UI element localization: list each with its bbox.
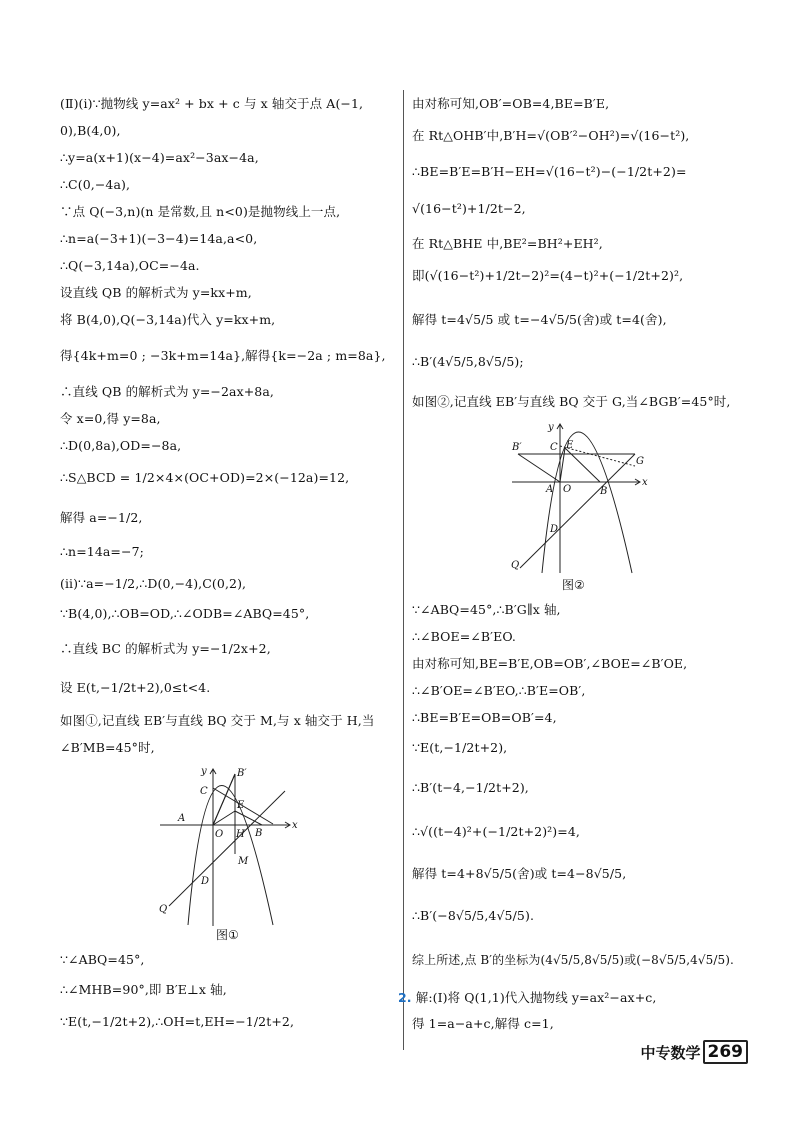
right-line-2: 在 Rt△OHB′中,B′H=√(OB′²−OH²)=√(16−t²), [412, 128, 690, 143]
fig1-label-x: x [292, 820, 298, 831]
book-title: 中专数学 [640, 1043, 701, 1062]
left-line-19: ∴直线 BC 的解析式为 y=−1/2x+2, [60, 641, 271, 656]
right-line-14: ∴BE=B′E=OB=OB′=4, [412, 710, 557, 725]
fig2-label-q: Q [511, 560, 520, 571]
fig2-label-b: B [600, 486, 608, 497]
right-line-8: ∴B′(4√5/5,8√5/5); [412, 354, 524, 369]
right-line-6: 即(√(16−t²)+1/2t−2)²=(4−t)²+(−1/2t+2)², [412, 268, 684, 283]
left-line-17: (ⅱ)∵a=−1/2,∴D(0,−4),C(0,2), [60, 576, 247, 591]
fig1-label-b-prime: B′ [237, 768, 247, 779]
left-line-2: 0),B(4,0), [60, 123, 121, 138]
left-line-5: ∵点 Q(−3,n)(n 是常数,且 n<0)是抛物线上一点, [60, 204, 341, 219]
figure-1 [155, 766, 305, 931]
right-line-12: 由对称可知,BE=B′E,OB=OB′,∠BOE=∠B′OE, [412, 656, 688, 671]
fig1-label-e: E [237, 800, 245, 811]
column-divider [403, 90, 404, 1050]
right-line-21: 解:(Ⅰ)将 Q(1,1)代入抛物线 y=ax²−ax+c, [415, 990, 657, 1005]
right-line-20: 综上所述,点 B′的坐标为(4√5/5,8√5/5)或(−8√5/5,4√5/5). [412, 953, 734, 967]
left-line-8: 设直线 QB 的解析式为 y=kx+m, [60, 285, 252, 300]
left-line-24: ∴∠MHB=90°,即 B′E⊥x 轴, [60, 982, 227, 997]
page-footer [640, 1040, 748, 1064]
fig2-line-b-prime-o [518, 454, 560, 482]
fig1-label-c: C [200, 786, 208, 797]
right-line-5: 在 Rt△BHE 中,BE²=BH²+EH², [412, 236, 603, 251]
right-line-19: ∴B′(−8√5/5,4√5/5). [412, 908, 535, 923]
right-line-21-wrap [398, 990, 656, 1006]
left-line-3: ∴y=a(x+1)(x−4)=ax²−3ax−4a, [60, 150, 259, 165]
left-line-14: ∴S△BCD = 1/2×4×(OC+OD)=2×(−12a)=12, [60, 470, 350, 485]
left-line-21: 如图①,记直线 EB′与直线 BQ 交于 M,与 x 轴交于 H,当 [60, 713, 375, 728]
right-line-22: 得 1=a−a+c,解得 c=1, [412, 1016, 554, 1031]
figure-1-caption: 图① [216, 928, 239, 942]
left-line-15: 解得 a=−1/2, [60, 510, 143, 525]
fig2-label-o: O [563, 484, 572, 495]
fig2-line-qg [520, 454, 635, 568]
left-line-10: 得{4k+m=0 ; −3k+m=14a},解得{k=−2a ; m=8a}, [60, 348, 386, 363]
fig1-label-m: M [238, 856, 249, 867]
right-line-10: ∵∠ABQ=45°,∴B′G∥x 轴, [412, 602, 561, 617]
problem-number: 2. [398, 990, 412, 1005]
figure-2 [510, 416, 655, 576]
fig1-label-h: H [236, 829, 245, 840]
right-line-7: 解得 t=4√5/5 或 t=−4√5/5(舍)或 t=4(舍), [412, 312, 667, 327]
fig2-label-e: E [566, 440, 574, 451]
left-line-22: ∠B′MB=45°时, [60, 740, 155, 755]
left-line-12: 令 x=0,得 y=8a, [60, 411, 161, 426]
right-line-16: ∴B′(t−4,−1/2t+2), [412, 780, 529, 795]
left-line-7: ∴Q(−3,14a),OC=−4a. [60, 258, 200, 273]
fig2-parabola [542, 432, 632, 573]
left-line-9: 将 B(4,0),Q(−3,14a)代入 y=kx+m, [60, 312, 276, 327]
fig2-label-b-prime: B′ [512, 442, 522, 453]
left-line-1: (Ⅱ)(ⅰ)∵抛物线 y=ax² + bx + c 与 x 轴交于点 A(−1, [60, 96, 364, 111]
fig1-label-q: Q [159, 904, 168, 915]
fig2-label-c: C [550, 442, 558, 453]
right-line-17: ∴√((t−4)²+(−1/2t+2)²)=4, [412, 824, 580, 839]
right-line-1: 由对称可知,OB′=OB=4,BE=B′E, [412, 96, 610, 111]
fig1-label-a: A [178, 813, 186, 824]
fig1-label-o: O [215, 829, 224, 840]
fig1-label-y: y [201, 766, 207, 777]
fig2-label-a: A [546, 484, 554, 495]
right-line-13: ∴∠B′OE=∠B′EO,∴B′E=OB′, [412, 683, 586, 698]
fig2-label-g: G [636, 456, 644, 467]
left-line-11: ∴直线 QB 的解析式为 y=−2ax+8a, [60, 384, 274, 399]
right-line-11: ∴∠BOE=∠B′EO. [412, 629, 517, 644]
left-line-6: ∴n=a(−3+1)(−3−4)=14a,a<0, [60, 231, 258, 246]
fig2-line-eb [565, 448, 600, 482]
fig2-label-y: y [548, 422, 554, 433]
left-line-13: ∴D(0,8a),OD=−8a, [60, 438, 182, 453]
figure-2-svg [510, 416, 655, 576]
figure-1-svg [155, 766, 305, 931]
fig2-label-d: D [550, 524, 559, 535]
right-line-4: √(16−t²)+1/2t−2, [412, 201, 526, 216]
left-line-16: ∴n=14a=−7; [60, 544, 144, 559]
figure-2-caption: 图② [562, 578, 585, 592]
left-line-23: ∵∠ABQ=45°, [60, 952, 145, 967]
right-line-9: 如图②,记直线 EB′与直线 BQ 交于 G,当∠BGB′=45°时, [412, 394, 731, 409]
fig1-label-d: D [201, 876, 210, 887]
left-line-4: ∴C(0,−4a), [60, 177, 131, 192]
right-line-18: 解得 t=4+8√5/5(舍)或 t=4−8√5/5, [412, 866, 627, 881]
fig2-label-x: x [642, 477, 648, 488]
fig1-line-qb [169, 791, 285, 906]
fig1-label-b: B [255, 828, 263, 839]
left-line-18: ∵B(4,0),∴OB=OD,∴∠ODB=∠ABQ=45°, [60, 606, 310, 621]
right-line-3: ∴BE=B′E=B′H−EH=√(16−t²)−(−1/2t+2)= [412, 164, 687, 179]
left-line-20: 设 E(t,−1/2t+2),0≤t<4. [60, 680, 211, 695]
fig1-parabola [188, 786, 273, 926]
page-number: 269 [703, 1040, 749, 1064]
right-line-15: ∵E(t,−1/2t+2), [412, 740, 508, 755]
left-line-25: ∵E(t,−1/2t+2),∴OH=t,EH=−1/2t+2, [60, 1014, 295, 1029]
